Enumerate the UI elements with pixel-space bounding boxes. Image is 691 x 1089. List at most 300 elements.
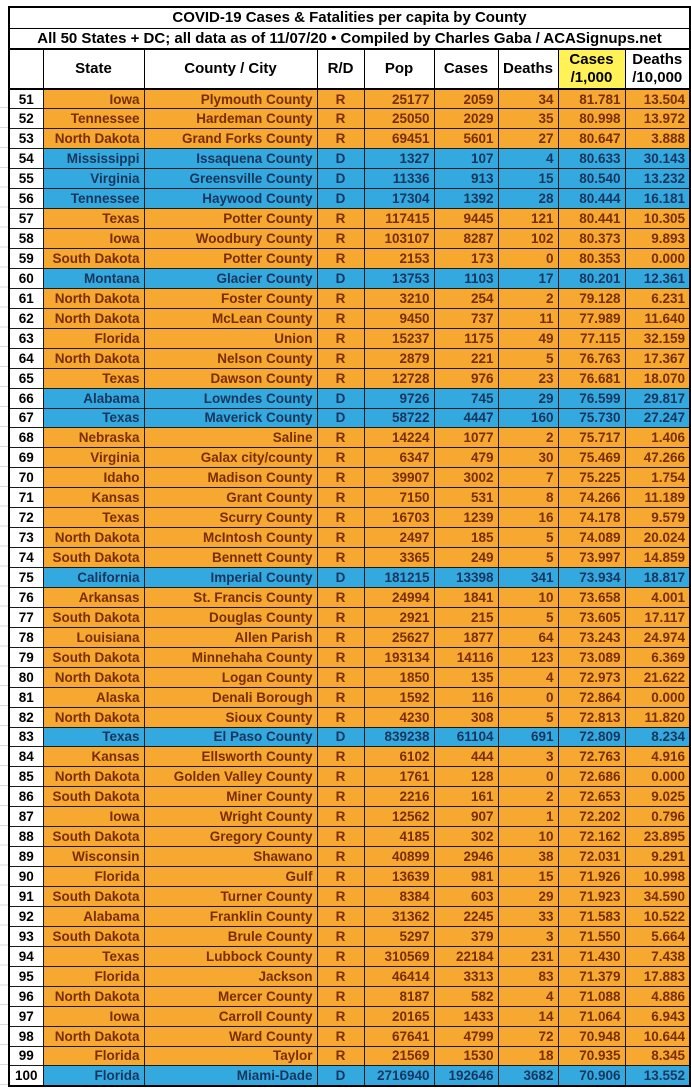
state-cell: Florida: [43, 1066, 144, 1086]
state-cell: Iowa: [43, 807, 144, 827]
table-row: [9, 508, 690, 528]
pop-cell: 8187: [364, 986, 434, 1006]
party-cell: R: [317, 986, 364, 1006]
pop-cell: 16703: [364, 508, 434, 528]
pop-cell: 24994: [364, 587, 434, 607]
party-cell: R: [317, 667, 364, 687]
table-row: [9, 847, 690, 867]
cases-per-1000-cell: 80.373: [558, 229, 625, 249]
state-cell: Iowa: [43, 89, 144, 109]
party-cell: R: [317, 966, 364, 986]
cases-per-1000-cell: 72.973: [558, 667, 625, 687]
state-cell: Florida: [43, 328, 144, 348]
cases-cell: 161: [434, 787, 498, 807]
pop-cell: 20165: [364, 1006, 434, 1026]
deaths-per-10000-cell: 0.000: [625, 249, 690, 269]
cases-per-1000-cell: 76.763: [558, 348, 625, 368]
rank-cell: 72: [9, 508, 43, 528]
rank-cell: 61: [9, 288, 43, 308]
rank-cell: 97: [9, 1006, 43, 1026]
deaths-cell: 23: [498, 368, 558, 388]
party-cell: R: [317, 1006, 364, 1026]
deaths-cell: 2: [498, 787, 558, 807]
deaths-per-10000-cell: 8.234: [625, 727, 690, 747]
spreadsheet: [8, 6, 689, 1087]
deaths-cell: 3682: [498, 1066, 558, 1086]
deaths-per-10000-cell: 27.247: [625, 408, 690, 428]
rank-cell: 96: [9, 986, 43, 1006]
deaths-per-10000-cell: 13.504: [625, 89, 690, 109]
party-cell: R: [317, 308, 364, 328]
cases-cell: 582: [434, 986, 498, 1006]
deaths-cell: 33: [498, 906, 558, 926]
deaths-per-10000-cell: 10.644: [625, 1026, 690, 1046]
deaths-cell: 8: [498, 488, 558, 508]
state-cell: Alaska: [43, 687, 144, 707]
party-cell: D: [317, 727, 364, 747]
pop-cell: 6102: [364, 747, 434, 767]
deaths-per-10000-cell: 17.117: [625, 607, 690, 627]
table-row: [9, 946, 690, 966]
cases-cell: 2059: [434, 89, 498, 109]
table-row: [9, 1026, 690, 1046]
table-row: [9, 906, 690, 926]
cases-cell: 128: [434, 767, 498, 787]
cases-per-1000-cell: 71.379: [558, 966, 625, 986]
rank-cell: 75: [9, 568, 43, 588]
state-cell: Florida: [43, 966, 144, 986]
rank-cell: 52: [9, 109, 43, 129]
cases-cell: 531: [434, 488, 498, 508]
deaths-cell: 11: [498, 308, 558, 328]
pop-cell: 310569: [364, 946, 434, 966]
cases-cell: 1077: [434, 428, 498, 448]
cases-per-1000-cell: 71.088: [558, 986, 625, 1006]
party-cell: R: [317, 1026, 364, 1046]
table-row: [9, 627, 690, 647]
cases-per-1000-cell: 72.653: [558, 787, 625, 807]
cases-per-1000-cell: 71.064: [558, 1006, 625, 1026]
table-row: [9, 328, 690, 348]
rank-cell: 62: [9, 308, 43, 328]
county-cell: Logan County: [144, 667, 317, 687]
cases-per-1000-cell: 71.926: [558, 867, 625, 887]
county-cell: Lowndes County: [144, 388, 317, 408]
cases-per-1000-cell: 70.906: [558, 1066, 625, 1086]
cases-per-1000-cell: 80.998: [558, 109, 625, 129]
cases-cell: 379: [434, 926, 498, 946]
county-cell: Miner County: [144, 787, 317, 807]
state-cell: Alabama: [43, 906, 144, 926]
deaths-per-10000-cell: 9.291: [625, 847, 690, 867]
deaths-per-10000-cell: 13.972: [625, 109, 690, 129]
county-cell: Haywood County: [144, 189, 317, 209]
county-cell: Turner County: [144, 887, 317, 907]
party-cell: D: [317, 149, 364, 169]
rank-cell: 73: [9, 528, 43, 548]
cases-per-1000-cell: 75.717: [558, 428, 625, 448]
cases-cell: 444: [434, 747, 498, 767]
deaths-cell: 123: [498, 647, 558, 667]
cases-per-1000-cell: 71.430: [558, 946, 625, 966]
deaths-cell: 5: [498, 707, 558, 727]
cases-cell: 308: [434, 707, 498, 727]
party-cell: R: [317, 807, 364, 827]
rank-cell: 84: [9, 747, 43, 767]
cases-cell: 1530: [434, 1046, 498, 1066]
pop-cell: 25177: [364, 89, 434, 109]
party-cell: R: [317, 548, 364, 568]
state-cell: Wisconsin: [43, 847, 144, 867]
deaths-cell: 10: [498, 827, 558, 847]
party-cell: R: [317, 488, 364, 508]
county-cell: Glacier County: [144, 268, 317, 288]
party-cell: D: [317, 169, 364, 189]
table-subtitle: All 50 States + DC; all data as of 11/07/20 • Compiled by Charles Gaba / ACASignups.net: [9, 28, 690, 49]
rank-cell: 79: [9, 647, 43, 667]
pop-cell: 2153: [364, 249, 434, 269]
rank-cell: 71: [9, 488, 43, 508]
table-row: [9, 149, 690, 169]
deaths-per-10000-cell: 32.159: [625, 328, 690, 348]
county-cell: Maverick County: [144, 408, 317, 428]
table-row: [9, 1046, 690, 1066]
cases-cell: 1175: [434, 328, 498, 348]
party-cell: R: [317, 887, 364, 907]
table-row: [9, 827, 690, 847]
deaths-per-10000-cell: 11.640: [625, 308, 690, 328]
county-cell: Woodbury County: [144, 229, 317, 249]
state-cell: Texas: [43, 368, 144, 388]
table-row: [9, 368, 690, 388]
rank-cell: 51: [9, 89, 43, 109]
table-row: [9, 568, 690, 588]
table-row: [9, 388, 690, 408]
deaths-cell: 16: [498, 508, 558, 528]
cases-per-1000-cell: 72.813: [558, 707, 625, 727]
table-row: [9, 1066, 690, 1086]
cases-per-1000-cell: 77.989: [558, 308, 625, 328]
deaths-cell: 35: [498, 109, 558, 129]
col-header-cases-per-1000: Cases /1,000: [558, 49, 625, 89]
table-row: [9, 428, 690, 448]
party-cell: R: [317, 827, 364, 847]
deaths-cell: 3: [498, 926, 558, 946]
rank-cell: 95: [9, 966, 43, 986]
cases-cell: 173: [434, 249, 498, 269]
deaths-cell: 231: [498, 946, 558, 966]
col-header-party: R/D: [317, 49, 364, 89]
state-cell: North Dakota: [43, 986, 144, 1006]
pop-cell: 181215: [364, 568, 434, 588]
table-body: [9, 89, 690, 1086]
party-cell: R: [317, 906, 364, 926]
rank-cell: 74: [9, 548, 43, 568]
cases-per-1000-cell: 74.266: [558, 488, 625, 508]
pop-cell: 4230: [364, 707, 434, 727]
cases-per-1000-cell: 73.658: [558, 587, 625, 607]
party-cell: D: [317, 268, 364, 288]
pop-cell: 25627: [364, 627, 434, 647]
rank-cell: 87: [9, 807, 43, 827]
cases-cell: 913: [434, 169, 498, 189]
cases-per-1000-cell: 70.948: [558, 1026, 625, 1046]
table-row: [9, 587, 690, 607]
party-cell: R: [317, 109, 364, 129]
deaths-cell: 5: [498, 548, 558, 568]
state-cell: Iowa: [43, 229, 144, 249]
state-cell: Virginia: [43, 448, 144, 468]
rank-cell: 53: [9, 129, 43, 149]
county-cell: Taylor: [144, 1046, 317, 1066]
state-cell: South Dakota: [43, 607, 144, 627]
cases-cell: 737: [434, 308, 498, 328]
state-cell: California: [43, 568, 144, 588]
rank-cell: 64: [9, 348, 43, 368]
table-row: [9, 707, 690, 727]
county-cell: Douglas County: [144, 607, 317, 627]
cases-cell: 907: [434, 807, 498, 827]
cases-cell: 192646: [434, 1066, 498, 1086]
deaths-cell: 83: [498, 966, 558, 986]
cases-cell: 745: [434, 388, 498, 408]
party-cell: R: [317, 787, 364, 807]
state-cell: Idaho: [43, 468, 144, 488]
state-cell: North Dakota: [43, 348, 144, 368]
deaths-per-10000-cell: 16.181: [625, 189, 690, 209]
party-cell: R: [317, 647, 364, 667]
rank-cell: 65: [9, 368, 43, 388]
state-cell: North Dakota: [43, 667, 144, 687]
state-cell: North Dakota: [43, 129, 144, 149]
cases-per-1000-cell: 76.599: [558, 388, 625, 408]
cases-per-1000-cell: 72.864: [558, 687, 625, 707]
pop-cell: 40899: [364, 847, 434, 867]
state-cell: Texas: [43, 946, 144, 966]
cases-cell: 221: [434, 348, 498, 368]
pop-cell: 69451: [364, 129, 434, 149]
rank-cell: 89: [9, 847, 43, 867]
cases-per-1000-cell: 72.686: [558, 767, 625, 787]
table-row: [9, 189, 690, 209]
deaths-cell: 5: [498, 348, 558, 368]
county-cell: Gulf: [144, 867, 317, 887]
deaths-cell: 49: [498, 328, 558, 348]
county-cell: Dawson County: [144, 368, 317, 388]
deaths-cell: 4: [498, 149, 558, 169]
pop-cell: 13639: [364, 867, 434, 887]
deaths-per-10000-cell: 23.895: [625, 827, 690, 847]
cases-cell: 61104: [434, 727, 498, 747]
state-cell: Virginia: [43, 169, 144, 189]
deaths-per-10000-cell: 9.893: [625, 229, 690, 249]
rank-cell: 63: [9, 328, 43, 348]
county-cell: Brule County: [144, 926, 317, 946]
party-cell: R: [317, 847, 364, 867]
deaths-per-10000-cell: 24.974: [625, 627, 690, 647]
table-row: [9, 986, 690, 1006]
rank-cell: 90: [9, 867, 43, 887]
party-cell: R: [317, 348, 364, 368]
table-row: [9, 488, 690, 508]
table-row: [9, 1006, 690, 1026]
party-cell: R: [317, 867, 364, 887]
deaths-cell: 18: [498, 1046, 558, 1066]
pop-cell: 7150: [364, 488, 434, 508]
cases-cell: 254: [434, 288, 498, 308]
state-cell: Iowa: [43, 1006, 144, 1026]
rank-cell: 82: [9, 707, 43, 727]
party-cell: R: [317, 687, 364, 707]
table-row: [9, 926, 690, 946]
state-cell: North Dakota: [43, 308, 144, 328]
deaths-cell: 30: [498, 448, 558, 468]
cases-per-1000-cell: 80.633: [558, 149, 625, 169]
col-header-county: County / City: [144, 49, 317, 89]
cases-per-1000-cell: 74.089: [558, 528, 625, 548]
state-cell: Mississippi: [43, 149, 144, 169]
cases-cell: 1103: [434, 268, 498, 288]
party-cell: R: [317, 587, 364, 607]
party-cell: R: [317, 368, 364, 388]
cases-cell: 116: [434, 687, 498, 707]
deaths-cell: 34: [498, 89, 558, 109]
table-row: [9, 209, 690, 229]
deaths-per-10000-cell: 18.070: [625, 368, 690, 388]
party-cell: R: [317, 89, 364, 109]
rank-cell: 83: [9, 727, 43, 747]
table-row: [9, 647, 690, 667]
cases-cell: 976: [434, 368, 498, 388]
state-cell: Tennessee: [43, 189, 144, 209]
table-row: [9, 528, 690, 548]
state-cell: Kansas: [43, 488, 144, 508]
deaths-per-10000-cell: 9.025: [625, 787, 690, 807]
state-cell: Tennessee: [43, 109, 144, 129]
cases-cell: 215: [434, 607, 498, 627]
cases-per-1000-cell: 75.225: [558, 468, 625, 488]
rank-cell: 80: [9, 667, 43, 687]
col-header-deaths: Deaths: [498, 49, 558, 89]
cases-per-1000-cell: 75.730: [558, 408, 625, 428]
cases-per-1000-cell: 70.935: [558, 1046, 625, 1066]
cases-cell: 1433: [434, 1006, 498, 1026]
pop-cell: 11336: [364, 169, 434, 189]
pop-cell: 103107: [364, 229, 434, 249]
rank-cell: 58: [9, 229, 43, 249]
county-cell: Union: [144, 328, 317, 348]
table-row: [9, 109, 690, 129]
table-row: [9, 687, 690, 707]
deaths-per-10000-cell: 0.000: [625, 687, 690, 707]
deaths-cell: 4: [498, 667, 558, 687]
cases-cell: 1392: [434, 189, 498, 209]
deaths-cell: 341: [498, 568, 558, 588]
pop-cell: 14224: [364, 428, 434, 448]
party-cell: D: [317, 388, 364, 408]
state-cell: South Dakota: [43, 827, 144, 847]
party-cell: R: [317, 767, 364, 787]
deaths-per-10000-cell: 6.369: [625, 647, 690, 667]
table-row: [9, 348, 690, 368]
pop-cell: 1592: [364, 687, 434, 707]
rank-cell: 99: [9, 1046, 43, 1066]
rank-cell: 88: [9, 827, 43, 847]
county-cell: Foster County: [144, 288, 317, 308]
deaths-per-10000-cell: 30.143: [625, 149, 690, 169]
rank-cell: 56: [9, 189, 43, 209]
deaths-per-10000-cell: 4.916: [625, 747, 690, 767]
rank-cell: 94: [9, 946, 43, 966]
cases-cell: 2029: [434, 109, 498, 129]
cases-per-1000-cell: 71.550: [558, 926, 625, 946]
cases-cell: 603: [434, 887, 498, 907]
cases-cell: 302: [434, 827, 498, 847]
cases-per-1000-cell: 73.997: [558, 548, 625, 568]
party-cell: R: [317, 428, 364, 448]
state-cell: Texas: [43, 408, 144, 428]
cases-per-1000-cell: 72.031: [558, 847, 625, 867]
sheet-margin-gridlines: [0, 88, 8, 1085]
rank-cell: 93: [9, 926, 43, 946]
party-cell: D: [317, 1066, 364, 1086]
deaths-cell: 72: [498, 1026, 558, 1046]
party-cell: R: [317, 249, 364, 269]
deaths-per-10000-cell: 6.231: [625, 288, 690, 308]
deaths-cell: 160: [498, 408, 558, 428]
deaths-per-10000-cell: 17.883: [625, 966, 690, 986]
rank-cell: 100: [9, 1066, 43, 1086]
deaths-cell: 28: [498, 189, 558, 209]
party-cell: R: [317, 328, 364, 348]
cases-cell: 249: [434, 548, 498, 568]
rank-cell: 70: [9, 468, 43, 488]
county-cell: Grant County: [144, 488, 317, 508]
deaths-cell: 121: [498, 209, 558, 229]
deaths-cell: 2: [498, 428, 558, 448]
deaths-cell: 17: [498, 268, 558, 288]
county-cell: Madison County: [144, 468, 317, 488]
pop-cell: 1327: [364, 149, 434, 169]
party-cell: D: [317, 568, 364, 588]
rank-cell: 57: [9, 209, 43, 229]
cases-per-1000-cell: 80.444: [558, 189, 625, 209]
covid-county-table: [8, 6, 691, 1087]
table-row: [9, 747, 690, 767]
table-row: [9, 308, 690, 328]
county-cell: Bennett County: [144, 548, 317, 568]
pop-cell: 1850: [364, 667, 434, 687]
state-cell: South Dakota: [43, 249, 144, 269]
state-cell: Texas: [43, 209, 144, 229]
rank-cell: 59: [9, 249, 43, 269]
cases-cell: 479: [434, 448, 498, 468]
deaths-cell: 102: [498, 229, 558, 249]
rank-cell: 54: [9, 149, 43, 169]
cases-cell: 2245: [434, 906, 498, 926]
pop-cell: 6347: [364, 448, 434, 468]
col-header-cases: Cases: [434, 49, 498, 89]
cases-cell: 4447: [434, 408, 498, 428]
deaths-cell: 5: [498, 607, 558, 627]
table-row: [9, 249, 690, 269]
cases-cell: 4799: [434, 1026, 498, 1046]
deaths-per-10000-cell: 7.438: [625, 946, 690, 966]
pop-cell: 31362: [364, 906, 434, 926]
deaths-cell: 4: [498, 986, 558, 1006]
rank-cell: 55: [9, 169, 43, 189]
county-cell: Denali Borough: [144, 687, 317, 707]
